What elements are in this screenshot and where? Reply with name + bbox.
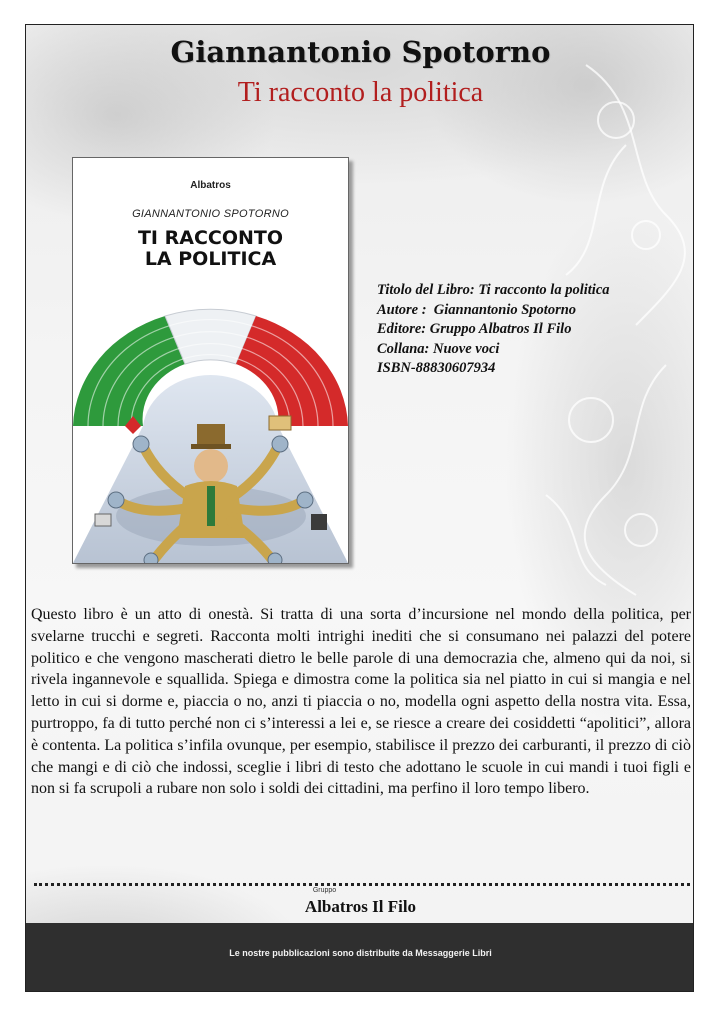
cover-title-line1: TI RACCONTO: [137, 227, 284, 249]
detail-author: Autore : Giannantonio Spotorno: [377, 301, 577, 318]
dotted-divider: [34, 883, 690, 886]
footer-distribution-text: Le nostre pubblicazioni sono distribuite da Messaggerie Libri: [229, 948, 492, 958]
logo-name: Albatros Il Filo: [304, 897, 417, 916]
flyer-page: [25, 24, 694, 992]
book-description: Questo libro è un atto di onestà. Si tratta di una sorta d’incursione nel mondo della politica, per svelarne trucchi e segreti. Racconta molti intrighi inediti che si consumano nei palazzi del potere politico e che vengono mascherati dietro le belle parole di una democrazia che, almeno qui da noi, si rivela ingannevole e squallida. Spiega e dimostra come la politica sia nel piatto in cui si mangia e nel letto in cui si dorme e, piaccia o no, anzi ti piaccia o no, modella ogni aspetto della nostra vita. Essa, purtroppo, fa di tutto perché non ci s’interessi a lei e, se riesce a creare dei cosiddetti “apolitici”, allora è contenta. La politica s’infila ovunque, per esempio, stabilisce il prezzo dei carburanti, il prezzo di ciò che mangi e di ciò che indossi, sceglie i libri di testo che adottano le scuole in cui mandi i tuoi figli e non si fa scrupoli a rubare non solo i soldi dei cittadini, ma perfino il loro tempo libero.: [31, 606, 691, 798]
cover-author: GIANNANTONIO SPOTORNO: [132, 208, 289, 220]
detail-isbn: ISBN-88830607934: [377, 360, 496, 376]
book-details: [377, 281, 687, 379]
cover-publisher: Albatros: [190, 180, 231, 191]
detail-title: Titolo del Libro: Ti racconto la politica: [377, 282, 610, 298]
book-cover: [72, 157, 349, 564]
author-name: Giannantonio Spotorno: [170, 35, 551, 69]
book-title: Ti racconto la politica: [237, 77, 484, 108]
detail-publisher: Editore: Gruppo Albatros Il Filo: [377, 321, 572, 337]
logo-group-label: Gruppo: [312, 887, 337, 894]
footer-band: [26, 923, 694, 992]
detail-series: Collana: Nuove voci: [377, 340, 500, 357]
cover-title-line2: LA POLITICA: [144, 248, 277, 270]
cover-title: [73, 228, 348, 270]
publisher-logo: [26, 887, 694, 917]
cover-illustration: [73, 276, 348, 563]
